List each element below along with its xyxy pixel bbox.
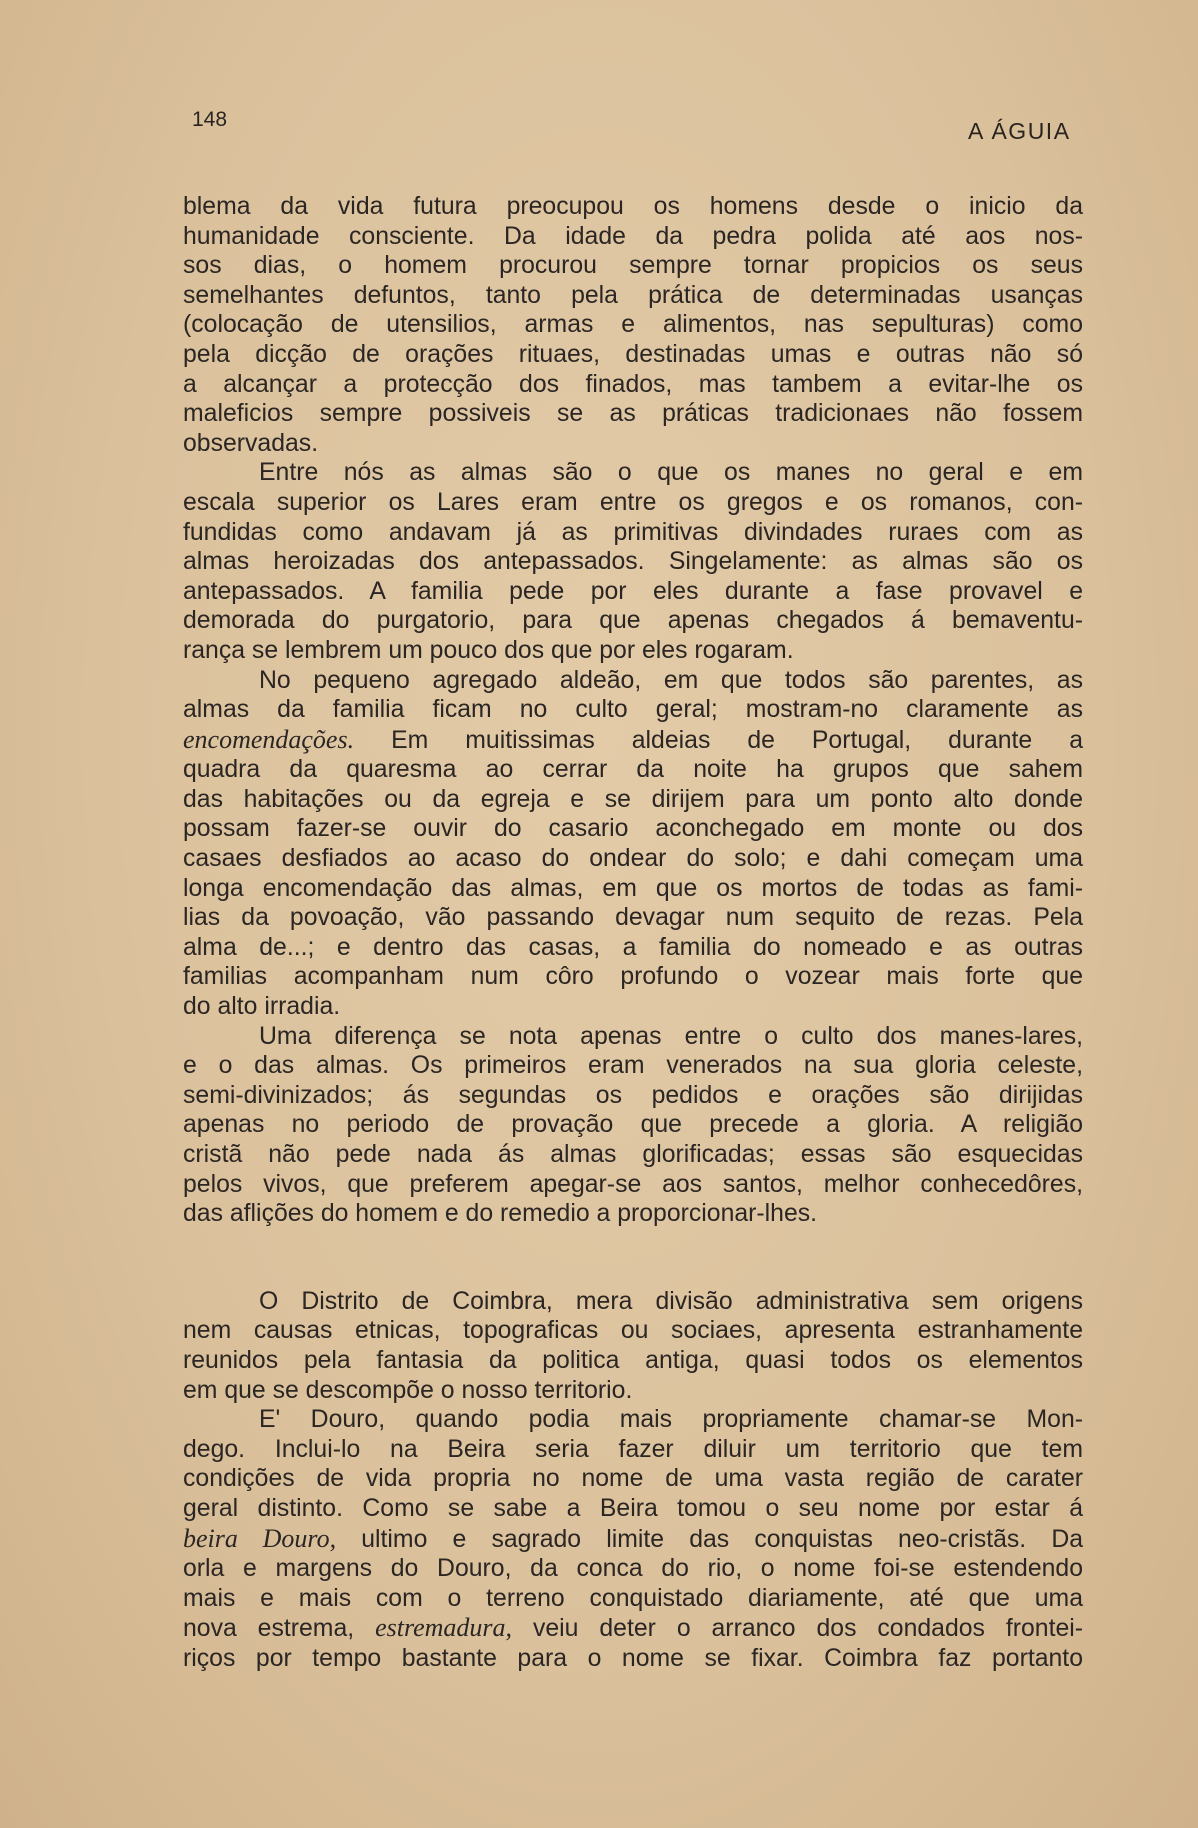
text-line: Uma diferença se nota apenas entre o culto dos manes-lares, <box>259 1022 1083 1050</box>
text-line: geral distinto. Como se sabe a Beira tomou o seu nome por estar á <box>183 1494 1083 1522</box>
body-text <box>183 192 1083 1674</box>
text-line: nem causas etnicas, topograficas ou sociaes, apresenta estranhamente <box>183 1317 1083 1345</box>
text-line: em que se descompõe o nosso territorio. <box>183 1376 633 1404</box>
italic-term: estremadura, <box>375 1613 513 1643</box>
text-line: sos dias, o homem procurou sempre tornar propicios os seus <box>183 252 1083 280</box>
text-line: reunidos pela fantasia da politica antiga, quasi todos os elementos <box>183 1346 1083 1374</box>
text-line: fundidas como andavam já as primitivas divindades ruraes com as <box>183 518 1083 546</box>
text-line: O Distrito de Coimbra, mera divisão administrativa sem origens <box>259 1287 1083 1315</box>
text-line: maleficios sempre possiveis se as práticas tradicionaes não fossem <box>183 400 1083 428</box>
text-line: pelos vivos, que preferem apegar-se aos santos, melhor conhecedôres, <box>183 1170 1083 1198</box>
text-line: lias da povoação, vão passando devagar num sequito de rezas. Pela <box>183 904 1083 932</box>
text-line: do alto irradia. <box>183 993 341 1021</box>
text-line-mixed <box>183 1613 1083 1644</box>
text-line: longa encomendação das almas, em que os mortos de todas as fami- <box>183 874 1083 902</box>
text-line: das aflições do homem e do remedio a proporcionar-lhes. <box>183 1200 818 1228</box>
text-line: humanidade consciente. Da idade da pedra polida até aos nos- <box>183 222 1083 250</box>
text-line-mixed <box>183 725 1083 756</box>
text-line: das habitações ou da egreja e se dirijem para um ponto alto donde <box>183 785 1083 813</box>
text-line: apenas no periodo de provação que precede a gloria. A religião <box>183 1111 1083 1139</box>
text-run: nova estrema, <box>183 1615 355 1643</box>
text-line: quadra da quaresma ao cerrar da noite ha grupos que sahem <box>183 756 1083 784</box>
text-line: blema da vida futura preocupou os homens desde o inicio da <box>183 193 1083 220</box>
text-line: escala superior os Lares eram entre os gregos e os romanos, con- <box>183 488 1083 516</box>
text-run: Em muitissimas aldeias de Portugal, durante a <box>391 726 1083 754</box>
text-line: observadas. <box>183 429 319 457</box>
italic-term: beira Douro, <box>183 1523 337 1553</box>
text-run: ultimo e sagrado limite das conquistas neo-cristãs. Da <box>361 1525 1084 1553</box>
text-line: (colocação de utensilios, armas e alimentos, nas sepulturas) como <box>183 311 1083 339</box>
text-line: cristã não pede nada ás almas glorificadas; essas são esquecidas <box>183 1141 1083 1168</box>
text-run: veiu deter o arranco dos condados frontei- <box>532 1615 1084 1643</box>
text-line: casaes desfiados ao acaso do ondear do solo; e dahi começam uma <box>183 845 1083 873</box>
text-line-mixed <box>183 1524 1083 1555</box>
text-line: Entre nós as almas são o que os manes no geral e em <box>259 459 1083 487</box>
text-line: almas da familia ficam no culto geral; mostram-no claramente as <box>183 696 1083 724</box>
running-head: A ÁGUIA <box>968 118 1071 144</box>
text-line: mais e mais com o terreno conquistado diariamente, até que uma <box>183 1584 1083 1612</box>
text-line: demorada do purgatorio, para que apenas chegados á bemaventu- <box>183 607 1083 635</box>
text-line: semi-divinizados; ás segundas os pedidos e orações são dirijidas <box>183 1081 1083 1109</box>
text-line: dego. Inclui-lo na Beira seria fazer diluir um territorio que tem <box>183 1435 1083 1463</box>
text-line: orla e margens do Douro, da conca do rio, o nome foi-se estendendo <box>183 1555 1083 1583</box>
section-gap <box>183 1229 1083 1287</box>
text-line: rança se lembrem um pouco dos que por eles rogaram. <box>183 636 794 664</box>
page-number: 148 <box>192 108 228 131</box>
text-line: almas heroizadas dos antepassados. Singelamente: as almas são os <box>183 548 1083 576</box>
text-line: No pequeno agregado aldeão, em que todos são parentes, as <box>259 666 1083 694</box>
text-line: semelhantes defuntos, tanto pela prática de determinadas usanças <box>183 281 1083 309</box>
text-line: possam fazer-se ouvir do casario aconchegado em monte ou dos <box>183 815 1083 843</box>
text-line: alma de...; e dentro das casas, a familia do nomeado e as outras <box>183 933 1083 961</box>
text-line: riços por tempo bastante para o nome se fixar. Coimbra faz portanto <box>183 1644 1083 1672</box>
italic-term: encomendações. <box>183 724 355 754</box>
text-line: condições de vida propria no nome de uma vasta região de carater <box>183 1465 1083 1493</box>
text-line: pela dicção de orações rituaes, destinadas umas e outras não só <box>183 340 1083 368</box>
text-line: e o das almas. Os primeiros eram venerados na sua gloria celeste, <box>183 1052 1083 1080</box>
text-line: a alcançar a protecção dos finados, mas tambem a evitar-lhe os <box>183 370 1083 398</box>
text-line: E' Douro, quando podia mais propriamente chamar-se Mon- <box>259 1406 1083 1434</box>
text-line: antepassados. A familia pede por eles durante a fase provavel e <box>183 577 1083 605</box>
text-line: familias acompanham num côro profundo o vozear mais forte que <box>183 963 1083 991</box>
